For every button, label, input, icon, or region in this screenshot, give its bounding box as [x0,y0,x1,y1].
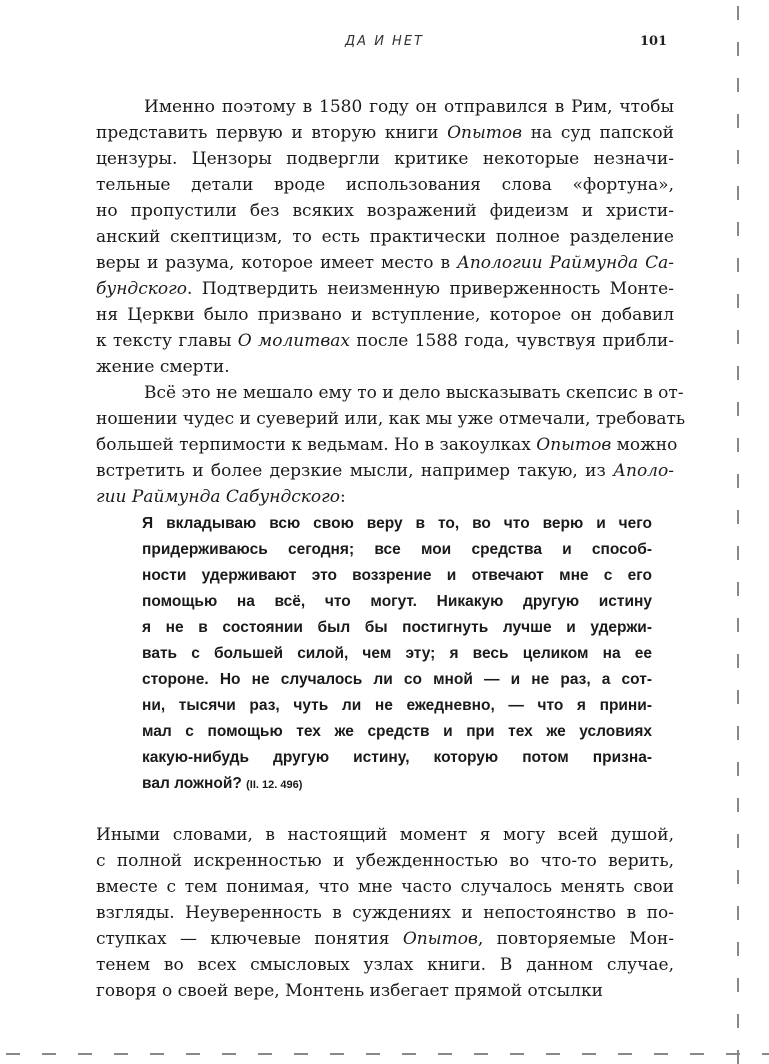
edge-mark [737,654,739,668]
edge-mark [474,1053,488,1055]
edge-mark [6,1053,20,1055]
edge-mark [737,474,739,488]
italic-title: О молитвах [237,331,350,351]
paragraph-2 [96,380,686,510]
text-line: но пропустили без всяких возражений фидеизм и христи- [96,201,674,221]
text-line [96,432,678,458]
quote-text: помощью на всё, что могут. Никакую другую истину [142,593,652,610]
text-segment: , повторяемые Мон- [477,929,674,949]
italic-title: Апологии Раймунда Са- [456,253,674,273]
edge-mark [737,402,739,416]
italic-title: Опытов [536,435,612,455]
edge-mark [737,762,739,776]
edge-mark [402,1053,416,1055]
quote-text: придерживаюсь сегодня; все мои средства и способ- [142,541,652,558]
italic-title: гии Раймунда Сабундского [96,487,340,507]
text-line: Именно поэтому в 1580 году он отправился в Рим, чтобы [144,97,674,117]
edge-mark [762,1053,769,1055]
edge-mark [737,42,739,56]
quote-line [142,641,652,667]
text-line [96,276,674,302]
page-number: 101 [640,34,668,49]
edge-mark [737,366,739,380]
text-line: Всё это не мешало ему то и дело высказывать скепсис в от- [144,383,684,403]
edge-mark [737,978,739,992]
text-line: ношении чудес и суеверий или, как мы уже отмечали, требовать [96,409,686,429]
text-line: вместе с тем понимая, что мне часто случалось менять свои [96,877,674,897]
quote-text: стороне. Но не случалось ли со мной — и не раз, а сот- [142,671,652,688]
edge-mark [186,1053,200,1055]
text-line: говоря о своей вере, Монтень избегает прямой отсылки [96,981,603,1001]
edge-mark [737,114,739,128]
text-segment: к тексту главы [96,331,238,351]
text-line: цензуры. Цензоры подвергли критике некоторые незначи- [96,149,674,169]
edge-mark [737,510,739,524]
italic-title: Аполо- [613,461,674,481]
italic-title: бундского [96,279,187,299]
edge-mark [114,1053,128,1055]
edge-mark [222,1053,236,1055]
quote-line [142,537,652,563]
edge-mark [737,906,739,920]
edge-mark [737,438,739,452]
text-line: жение смерти. [96,357,230,377]
edge-mark [726,1053,740,1055]
quote-text: ни, тысячи раз, чуть ли не ежедневно, — что я прини- [142,697,652,714]
text-segment: . Подтвердить неизменную приверженность Монте- [186,279,674,299]
edge-mark [737,546,739,560]
quote-text: вать с большей силой, чем эту; я весь целиком на ее [142,645,652,662]
quote-text: вал ложной? [142,775,242,792]
quote-text: ности удерживают это воззрение и отвечают мне с его [142,567,652,584]
text-segment: : [339,487,346,507]
quote-line [142,589,652,615]
edge-mark [737,834,739,848]
text-segment: встретить и более дерзкие мысли, например такую, из [96,461,614,481]
quote-text: какую-нибудь другую истину, которую потом призна- [142,749,652,766]
text-line: Иными словами, в настоящий момент я могу всей душой, [96,825,674,845]
edge-mark [737,942,739,956]
edge-mark [737,618,739,632]
edge-mark [737,726,739,740]
edge-mark [737,1014,739,1028]
edge-mark [737,150,739,164]
text-line [96,484,674,510]
edge-mark [294,1053,308,1055]
text-segment: большей терпимости к ведьмам. Но в закоулках [96,435,537,455]
quote-line [142,511,652,537]
italic-title: Опытов [447,123,523,143]
paragraph-3 [96,822,674,1004]
text-line: анский скептицизм, то есть практически полное разделение [96,227,674,247]
text-line [96,926,674,952]
edge-mark [150,1053,164,1055]
edge-mark [737,330,739,344]
quote-line [142,719,652,745]
quote-text: мал с помощью тех же средств и при тех же условиях [142,723,652,740]
quote-reference: (II. 12. 496) [246,779,303,791]
page-edge-marks-right [737,0,739,1063]
text-segment: ступках — ключевые понятия [96,929,403,949]
edge-mark [438,1053,452,1055]
text-line: с полной искренностью и убежденностью во что-то верить, [96,851,674,871]
edge-mark [737,690,739,704]
edge-mark [42,1053,56,1055]
edge-mark [737,186,739,200]
edge-mark [654,1053,668,1055]
text-line: взгляды. Неуверенность в суждениях и непостоянство в по- [96,903,674,923]
text-line: ня Церкви было призвано и вступление, которое он добавил [96,305,674,325]
edge-mark [510,1053,524,1055]
quote-line [142,563,652,589]
edge-mark [737,870,739,884]
edge-mark [78,1053,92,1055]
edge-mark [737,798,739,812]
page-edge-marks-bottom [0,1053,769,1055]
text-segment: представить первую и вторую книги [96,123,448,143]
text-segment: можно [611,435,678,455]
edge-mark [582,1053,596,1055]
text-line: тенем во всех смысловых узлах книги. В данном случае, [96,955,674,975]
edge-mark [618,1053,632,1055]
edge-mark [258,1053,272,1055]
edge-mark [737,582,739,596]
edge-mark [330,1053,344,1055]
text-segment: после 1588 года, чувствуя прибли- [349,331,674,351]
quote-line [142,693,652,719]
text-segment: веры и разума, которое имеет место в [96,253,457,273]
edge-mark [546,1053,560,1055]
paragraph-1 [96,94,674,380]
edge-mark [737,6,739,20]
quote-line [142,745,652,771]
text-line [96,250,674,276]
edge-mark [737,258,739,272]
text-line: тельные детали вроде использования слова «фортуна», [96,175,674,195]
running-title: ДА И НЕТ [345,34,424,49]
edge-mark [737,78,739,92]
text-line [96,328,674,354]
italic-title: Опытов [402,929,478,949]
edge-mark [366,1053,380,1055]
quote-line [142,667,652,693]
quote-line [142,615,652,641]
quote-line [142,771,652,797]
quote-text: я не в состоянии был бы постигнуть лучше и удержи- [142,619,652,636]
text-segment: на суд папской [522,123,674,143]
edge-mark [737,294,739,308]
edge-mark [690,1053,704,1055]
quote-text: Я вкладываю всю свою веру в то, во что верю и чего [142,515,652,532]
block-quote [142,511,652,797]
text-line [96,458,674,484]
edge-mark [737,222,739,236]
text-line [96,120,674,146]
